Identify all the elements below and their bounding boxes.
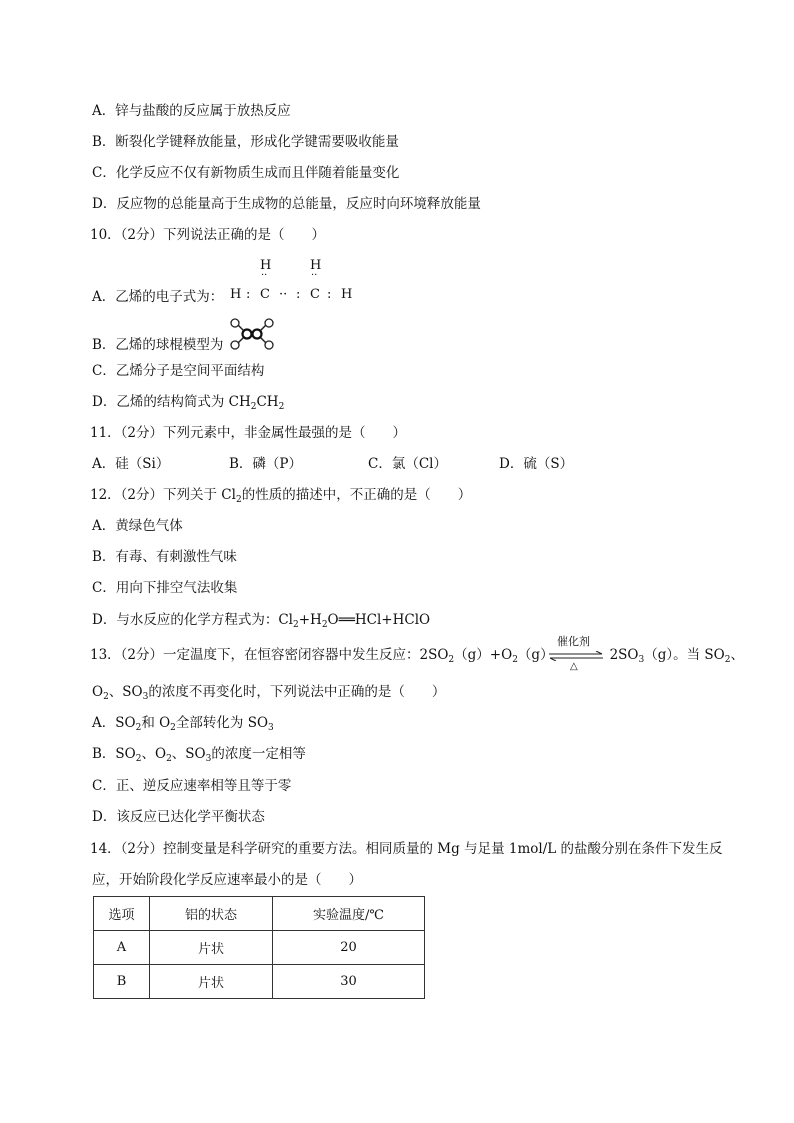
ef-colon-1: :: [246, 287, 251, 302]
ef-colon-2: :: [296, 287, 301, 302]
q12-stem: 12．（2分）下列关于 $Cl_2$的性质的描述中，不正确的是（ ）: [90, 487, 472, 505]
ef-h-top-2: H: [310, 258, 322, 273]
table-header-row: [94, 897, 425, 931]
heat-label: △: [570, 661, 578, 672]
ef-dots-mid: ··: [279, 287, 288, 302]
q11-option-b: B．磷（P）: [229, 456, 303, 472]
q10-option-b: B．乙烯的球棍模型为: [92, 337, 224, 353]
q13-option-c: C．正、逆反应速率相等且等于零: [92, 778, 292, 794]
q13-option-d: D．该反应已达化学平衡状态: [92, 809, 265, 825]
table-cell: B: [94, 965, 150, 999]
q14-stem-line2: 应，开始阶段化学反应速率最小的是（ ）: [92, 872, 362, 888]
q14-stem-line1: 14．（2分）控制变量是科学研究的重要方法。相同质量的 Mg 与足量 1mol/L 的盐酸分别在条件下发生反: [90, 841, 723, 857]
ef-h-right: H: [341, 287, 353, 302]
ef-h-top-1: H: [260, 258, 272, 273]
reversible-reaction-arrow: [548, 636, 604, 676]
q13-stem-line2: $O_2$、$SO_3$的浓度不再变化时，下列说法中正确的是（ ）: [92, 684, 446, 702]
table-header-cell: 实验温度/℃: [273, 897, 425, 931]
ef-c-1: C: [260, 287, 270, 302]
table-cell: 30: [273, 965, 425, 999]
q10-option-c: C．乙烯分子是空间平面结构: [92, 363, 265, 379]
q10-stem: 10．（2分）下列说法正确的是（ ）: [90, 227, 326, 243]
q11-option-a: A．硅（Si）: [92, 456, 170, 472]
q12-option-d: D．与水反应的化学方程式为：$Cl_2+H_2O══HCl+HClO$: [92, 612, 431, 630]
q10-option-a: A．乙烯的电子式为：: [92, 289, 224, 305]
ethylene-ball-stick-model: [228, 318, 276, 350]
table-header-cell: 选项: [94, 897, 150, 931]
q9-option-a: A．锌与盐酸的反应属于放热反应: [92, 103, 291, 119]
table-cell: 片状: [150, 965, 273, 999]
ef-h-left: H: [230, 287, 242, 302]
q11-option-d: D．硫（S）: [499, 456, 574, 472]
ef-dots-top-2: ··: [311, 270, 318, 281]
catalyst-label: 催化剂: [557, 635, 590, 648]
q11-option-c: C．氯（Cl）: [368, 456, 447, 472]
table-cell: 20: [273, 931, 425, 965]
table-cell: A: [94, 931, 150, 965]
q13-option-a: A．$SO_2$和 $O_2$全部转化为 $SO_3$: [92, 715, 274, 733]
q13-option-b: B．$SO_2$、$O_2$、$SO_3$的浓度一定相等: [92, 746, 306, 764]
q13-stem-line1: 13．（2分）一定温度下，在恒容密闭容器中发生反应：$2SO_2(g)+O_2(g)$ $2SO_3(g)$。当 $SO_2$、: [90, 647, 744, 665]
q14-table: [93, 896, 425, 999]
q11-stem: 11．（2分）下列元素中，非金属性最强的是（ ）: [90, 425, 407, 441]
table-row: [94, 931, 425, 965]
table-header-cell: 铝的状态: [150, 897, 273, 931]
table-cell: 片状: [150, 931, 273, 965]
q12-option-a: A．黄绿色气体: [92, 518, 183, 534]
q12-option-b: B．有毒、有刺激性气味: [92, 549, 237, 565]
ef-dots-top-1: ··: [261, 270, 268, 281]
q9-option-c: C．化学反应不仅有新物质生成而且伴随着能量变化: [92, 165, 400, 181]
q10-option-d: D．乙烯的结构简式为 $CH_2CH_2$: [92, 394, 285, 412]
ef-c-2: C: [310, 287, 320, 302]
q9-option-d: D．反应物的总能量高于生成物的总能量，反应时向环境释放能量: [92, 196, 481, 212]
equilibrium-arrows-icon: [548, 651, 604, 661]
q9-option-b: B．断裂化学键释放能量，形成化学键需要吸收能量: [92, 134, 399, 150]
q12-option-c: C．用向下排空气法收集: [92, 580, 238, 596]
ef-colon-3: :: [327, 287, 332, 302]
table-row: [94, 965, 425, 999]
